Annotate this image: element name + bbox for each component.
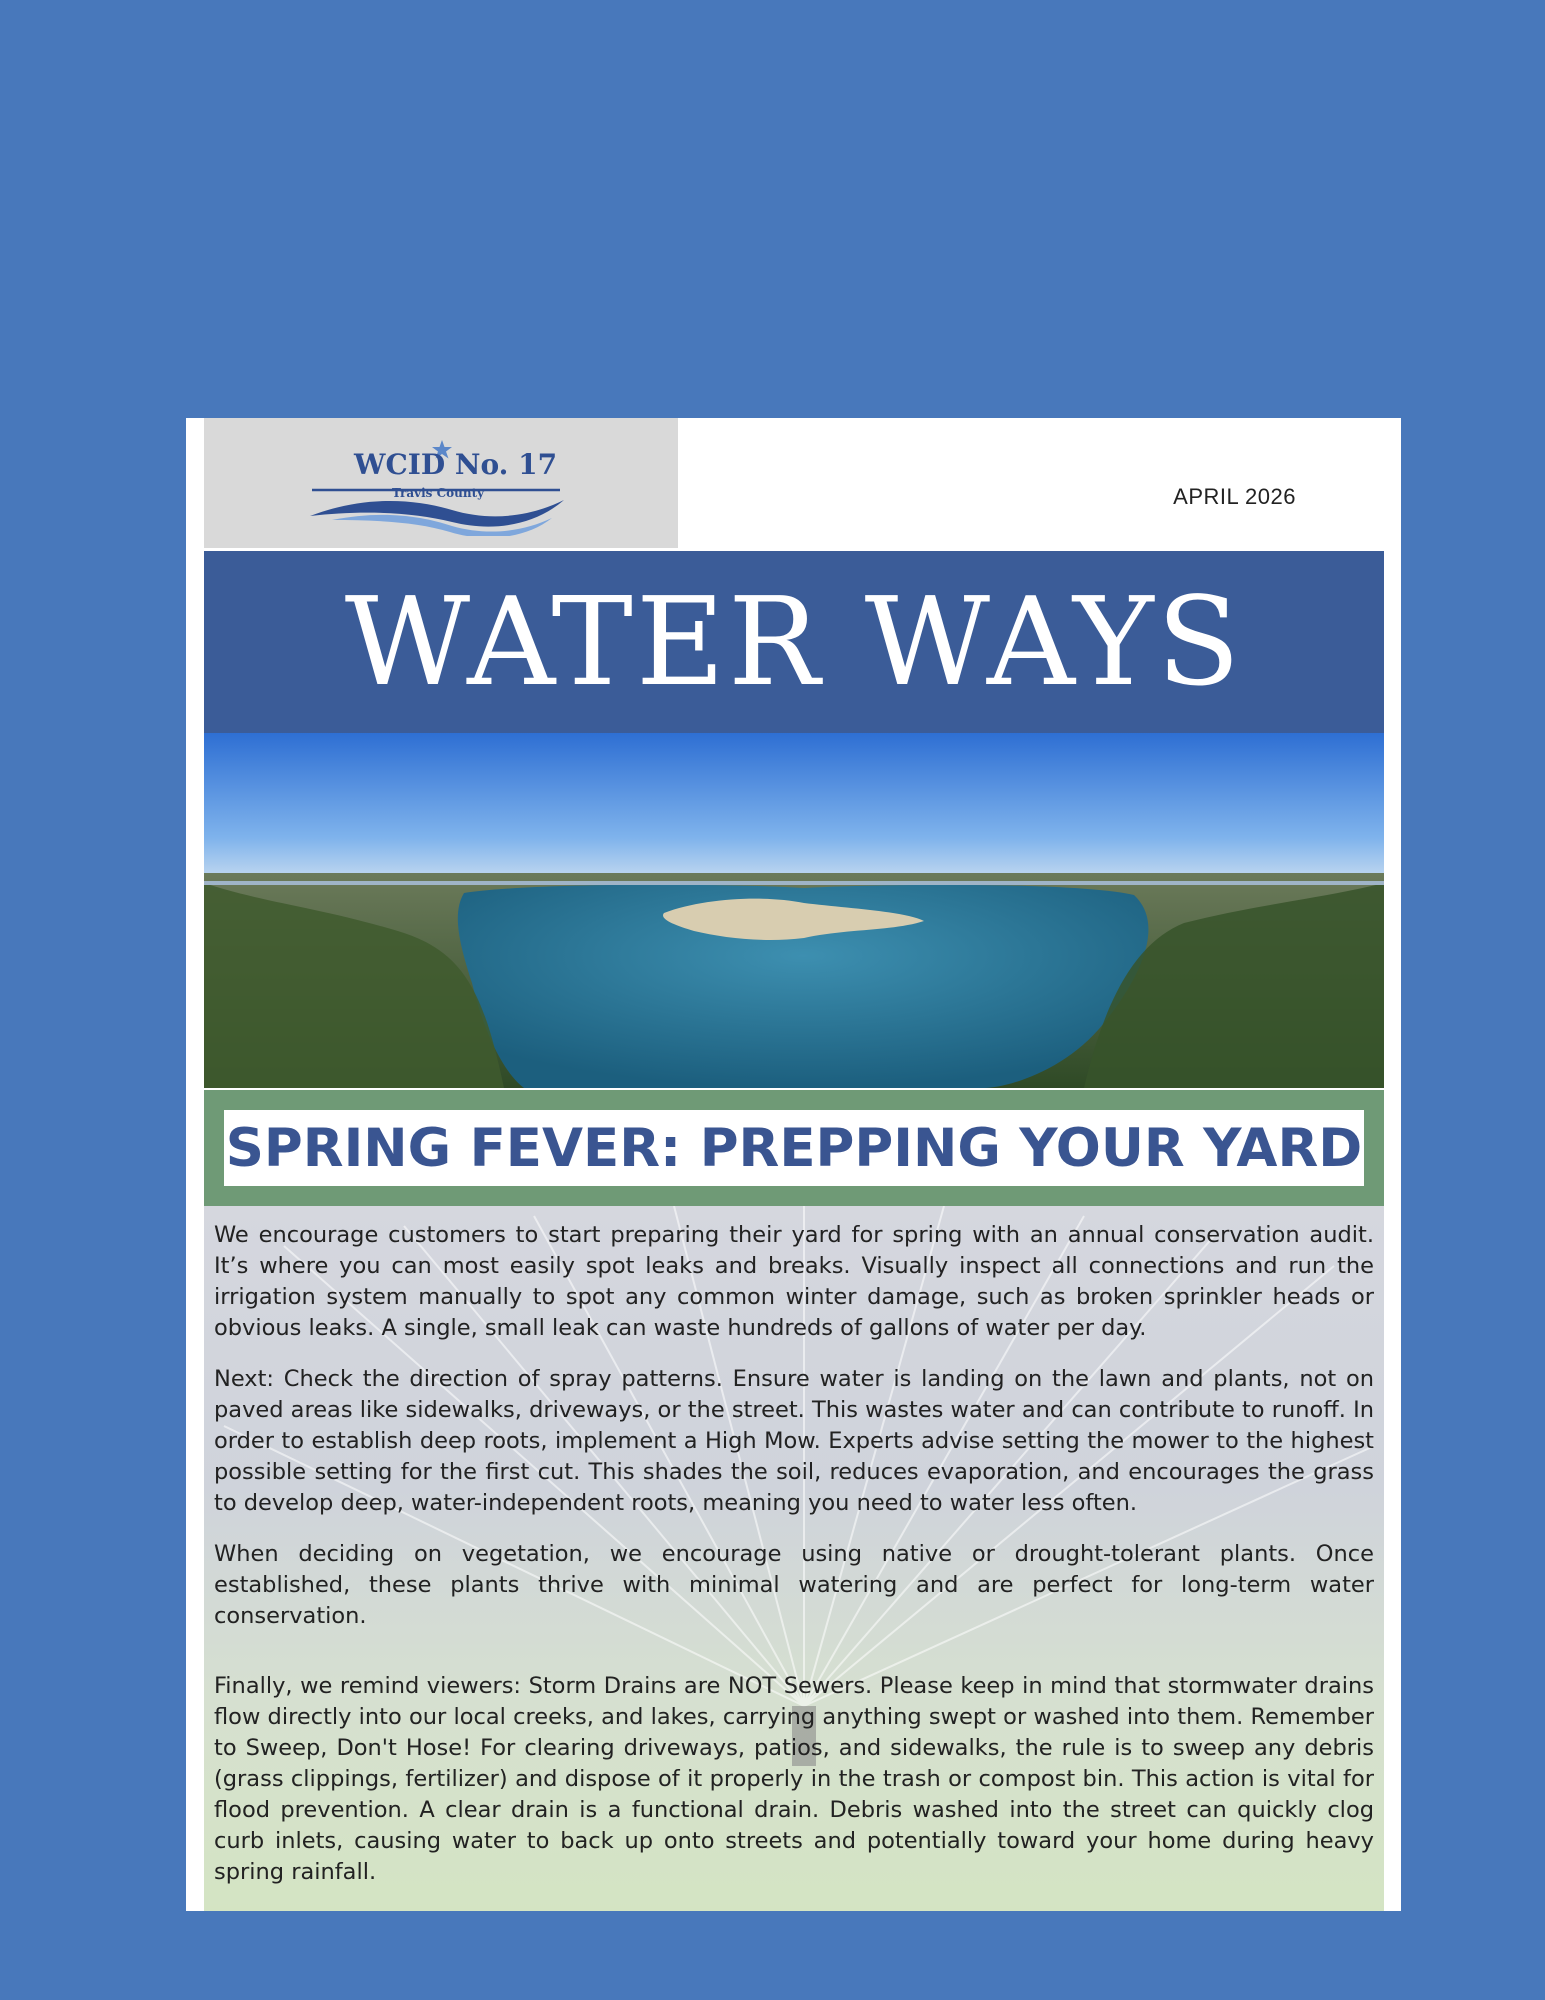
headline-banner	[204, 1090, 1384, 1206]
article-paragraph: Next: Check the direction of spray patterns. Ensure water is landing on the lawn and plants, not on paved areas like sidewalks, driveways, or the street. This wastes water and can contribute to runoff. In order to establish deep roots, implement a High Mow. Experts advise setting the mower to the highest possible setting for the first cut. This shades the soil, reduces evaporation, and encourages the grass to develop deep, water-independent roots, meaning you need to water less often.	[214, 1366, 1374, 1516]
newsletter-page	[186, 418, 1401, 1911]
headline-box	[224, 1110, 1364, 1186]
article-area	[204, 1206, 1384, 1911]
issue-date: APRIL 2026	[1173, 484, 1296, 509]
logo-county: Travis County	[392, 486, 485, 500]
article-paragraph: We encourage customers to start preparing their yard for spring with an annual conservation audit. It’s where you can most easily spot leaks and breaks. Visually inspect all connections and run the irrigation system manually to spot any common winter damage, such as broken sprinkler heads or obvious leaks. A single, small leak can waste hundreds of gallons of water per day.	[214, 1222, 1374, 1341]
article-paragraph: Finally, we remind viewers: Storm Drains are NOT Sewers. Please keep in mind that stormwater drains flow directly into our local creeks, and lakes, carrying anything swept or washed into them. Remember to Sweep, Don't Hose! For clearing driveways, patios, and sidewalks, the rule is to sweep any debris (grass clippings, fertilizer) and dispose of it properly in the trash or compost bin. This action is vital for flood prevention. A clear drain is a functional drain. Debris washed into the street can quickly clog curb inlets, causing water to back up onto streets and potentially toward your home during heavy spring rainfall.	[214, 1673, 1374, 1885]
article-paragraph: When deciding on vegetation, we encourage using native or drought-tolerant plants. Once established, these plants thrive with minimal watering and are perfect for long-term water conservation.	[214, 1541, 1374, 1629]
masthead-title: WATER WAYS	[344, 571, 1244, 713]
logo-panel	[204, 418, 678, 548]
headline: SPRING FEVER: PREPPING YOUR YARD	[225, 1117, 1363, 1179]
masthead	[204, 551, 1384, 733]
logo-name: WCID No. 17	[354, 448, 558, 481]
article-body	[204, 1206, 1384, 1888]
aerial-lake-photo	[204, 733, 1384, 1088]
